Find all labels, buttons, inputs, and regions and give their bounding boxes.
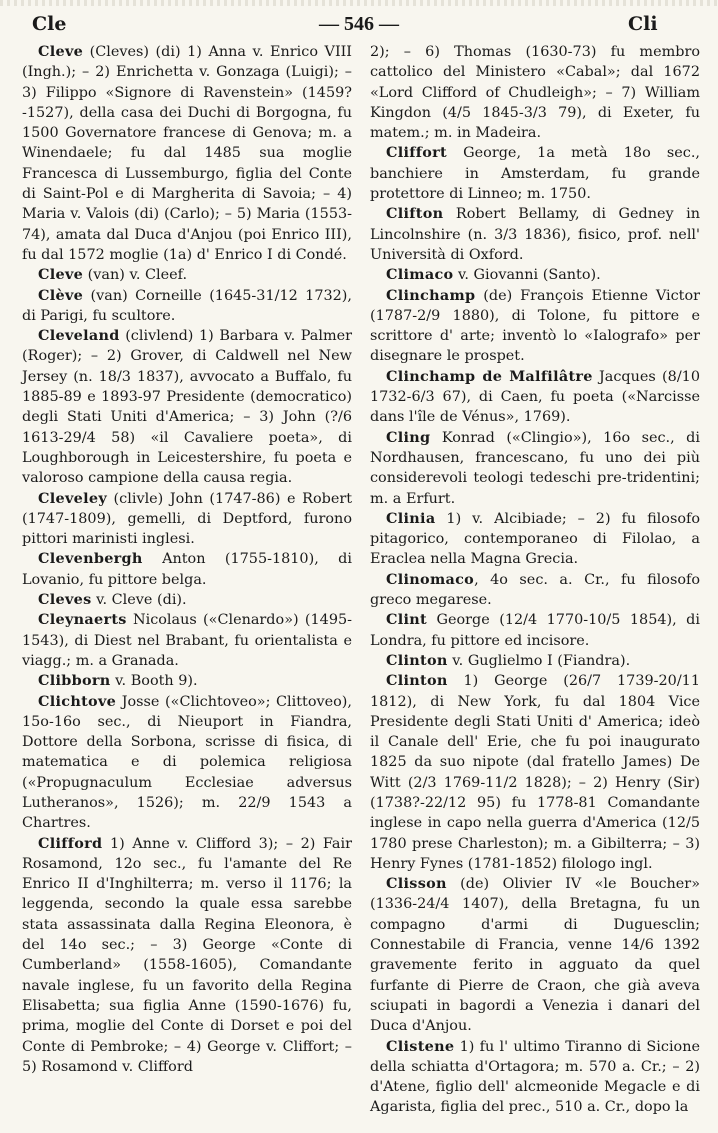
entry-text: Anton (1755-1810), di Lovanio, fu pittore belga.	[22, 551, 352, 588]
scan-noise-strip	[0, 0, 718, 6]
entry-headword: Clibborn	[38, 672, 111, 690]
entry-headword: Cleveland	[38, 327, 120, 345]
dictionary-entry	[22, 489, 352, 550]
entry-text: 1) George (26/7 1739-20/11 1812), di New York, fu dal 1804 Vice Presidente degli Stati Uniti d' America; ideò il Canale dell' Erie, che fu poi inaugurato 1825 da suo nipote (dal fratello James) De Witt (2/3 1769-11/2 1828); – 2) Henry (Sir) (1738?-22/12 95) fu 1778-81 Comandante inglese in capo nella guerra d'America (12/5 1780 prese Charleston); m. a Gibilterra; – 3) Henry Fynes (1781-1852) filologo ingl.	[370, 673, 700, 872]
dictionary-entry	[370, 286, 700, 367]
entry-text: (van) v. Cleef.	[83, 267, 188, 284]
entry-headword: Clinchamp	[386, 286, 476, 304]
entry-headword: Cleve	[38, 43, 84, 60]
entry-text: v. Guglielmo I (Fiandra).	[447, 652, 631, 669]
left-column	[22, 42, 352, 1077]
entry-headword: Clinia	[386, 509, 436, 527]
page-number: — 546 —	[319, 13, 399, 35]
dictionary-entry	[22, 590, 352, 610]
dictionary-entry	[370, 42, 700, 143]
dictionary-entry	[22, 834, 352, 1078]
entry-headword: Cleves	[38, 591, 92, 609]
dictionary-entry	[370, 204, 700, 265]
entry-headword: Cleve	[38, 266, 84, 284]
dictionary-entry	[370, 651, 700, 671]
dictionary-entry	[22, 265, 352, 285]
entry-headword: Clinomaco	[386, 570, 475, 588]
dictionary-entry	[370, 874, 700, 1036]
entry-text: (Cleves) (di) 1) Anna v. Enrico VIII (Ingh.); – 2) Enrichetta v. Gonzaga (Luigi); – 3) Filippo «Signore di Ravenstein» (1459?-1527), della casa dei Duchi di Borgogna, fu 1500 Governatore francese di Genova; m. a Winendaele; fu dal 1485 sua moglie Francesca di Lussemburgo, figlia del Conte di Saint-Pol e di Margherita di Savoia; – 4) Maria v. Valois (di) (Carlo); – 5) Maria (1553-74), amata dal Duca d'Anjou (poi Enrico III), fu dal 1572 moglie (1a) d' Enrico I di Condé.	[22, 44, 352, 263]
dictionary-entry	[22, 286, 352, 327]
header-right-guide-word: Cli	[628, 13, 658, 35]
entry-text: Robert Bellamy, di Gedney in Lincolnshire (n. 3/3 1836), fisico, prof. nell' Università di Oxford.	[370, 206, 700, 263]
entry-text: v. Cleve (di).	[91, 592, 187, 609]
dictionary-entry	[370, 610, 700, 651]
entry-text: Konrad («Clingio»), 16o sec., di Nordhausen, francescano, fu uno dei più considerevoli teologi tedeschi pre-tridentini; m. a Erfurt.	[370, 429, 700, 507]
entry-headword: Clistene	[386, 1037, 455, 1055]
dictionary-entry	[370, 265, 700, 285]
entry-headword: Clint	[386, 611, 427, 629]
entry-text: (de) François Etienne Victor (1787-2/9 1880), di Tolone, fu pittore e scrittore d' arte; inventò lo «Ialografo» per disegnare le prospet.	[370, 287, 700, 365]
entry-headword: Clinton	[386, 672, 448, 690]
entry-text: v. Booth 9).	[110, 673, 198, 690]
entry-headword: Cling	[386, 428, 431, 446]
entry-headword: Cleynaerts	[38, 611, 127, 629]
dictionary-entry	[370, 367, 700, 428]
entry-text: Nicolaus («Clenardo») (1495-1543), di Diest nel Brabant, fu orientalista e viagg.; m. a Granada.	[22, 612, 352, 669]
dictionary-entry	[370, 1037, 700, 1118]
entry-text: 1) v. Alcibiade; – 2) fu filosofo pitagorico, contemporaneo di Filolao, a Eraclea nella Magna Grecia.	[370, 510, 700, 568]
entry-text: (van) Corneille (1645-31/12 1732), di Parigi, fu scultore.	[22, 287, 352, 324]
entry-text: George, 1a metà 18o sec., banchiere in Amsterdam, fu grande protettore di Linneo; m. 1750.	[370, 145, 700, 203]
entry-headword: Clève	[38, 286, 84, 304]
dictionary-entry	[22, 549, 352, 590]
entry-text: 1) Anne v. Clifford 3); – 2) Fair Rosamond, 12o sec., fu l'amante del Re Enrico II d'Inghilterra; m. verso il 1176; la leggenda, secondo la quale essa sarebbe stata assassinata dalla Regina Eleonora, è del 14o sec.; – 3) George «Conte di Cumberland» (1558-1605), Comandante navale inglese, fu un favorito della Regina Elisabetta; sua figlia Anne (1590-1676) fu, prima, moglie del Conte di Dorset e poi del Conte di Pembroke; – 4) George v. Cliffort; – 5) Rosamond v. Clifford	[22, 835, 352, 1075]
dictionary-entry	[22, 692, 352, 834]
entry-headword: Clichtove	[38, 692, 117, 710]
entry-text: (de) Olivier IV «le Boucher» (1336-24/4 1407), della Bretagna, fu un compagno d'armi di Duguesclin; Connestabile di Francia, venne 14/6 1392 gravemente ferito in agguato da quel furfante di Pierre de Craon, che già aveva sciupati in bagordi a Venezia i danari del Duca d'Anjou.	[370, 876, 700, 1035]
dictionary-entry	[370, 509, 700, 570]
dictionary-entry	[370, 570, 700, 611]
entry-headword: Clinton	[386, 651, 448, 669]
entry-text: , 4o sec. a. Cr., fu filosofo greco megarese.	[370, 571, 700, 609]
entry-text: 1) fu l' ultimo Tiranno di Sicione della schiatta d'Ortagora; m. 570 a. Cr.; – 2) d'Atene, figlio dell' alcmeonide Megacle e di Agarista, figlia del prec., 510 a. Cr., dopo la	[370, 1038, 700, 1116]
dictionary-entry	[22, 326, 352, 488]
dictionary-entry	[370, 671, 700, 874]
dictionary-entry	[22, 671, 352, 691]
running-header	[0, 10, 718, 38]
right-column	[370, 42, 700, 1118]
dictionary-entry	[370, 428, 700, 509]
header-left-guide-word: Cle	[32, 13, 67, 35]
entry-headword: Climaco	[386, 266, 454, 284]
entry-text: (clivlend) 1) Barbara v. Palmer (Roger); – 2) Grover, di Caldwell nel New Jersey (n. 18/3 1837), avvocato a Buffalo, fu 1885-89 e 1893-97 Presidente (democratico) degli Stati Uniti d'America; – 3) John (?/6 1613-29/4 58) «il Cavaliere poeta», di Loughborough in Leicestershire, fu poeta e valoroso campione della causa regia.	[22, 328, 352, 487]
entry-text: v. Giovanni (Santo).	[453, 267, 601, 284]
entry-headword: Cliffort	[386, 144, 447, 162]
dictionary-entry	[22, 42, 352, 265]
entry-headword: Clinchamp de Malfilâtre	[386, 367, 593, 385]
entry-headword: Clifton	[386, 205, 444, 223]
entry-text: Jacques (8/10 1732-6/3 67), di Caen, fu poeta («Narcisse dans l'île de Vénus», 1769).	[370, 368, 700, 426]
entry-headword: Cleveley	[38, 489, 107, 507]
entry-headword: Clevenbergh	[38, 550, 143, 568]
entry-text: (clivle) John (1747-86) e Robert (1747-1809), gemelli, di Deptford, furono pittori marinisti inglesi.	[22, 490, 352, 548]
dictionary-entry	[22, 610, 352, 671]
dictionary-entry	[370, 143, 700, 204]
entry-text: Josse («Clichtoveo»; Clittoveo), 15o-16o sec., di Nieuport in Fiandra, Dottore della Sorbona, scrisse di fisica, di matematica e di polemica religiosa («Propugnaculum Ecclesiae adversus Lutheranos», 1526); m. 22/9 1543 a Chartres.	[22, 693, 352, 832]
entry-text: George (12/4 1770-10/5 1854), di Londra, fu pittore ed incisore.	[370, 612, 700, 649]
entry-headword: Clisson	[386, 875, 447, 893]
entry-text: 2); – 6) Thomas (1630-73) fu membro cattolico del Ministero «Cabal»; dal 1672 «Lord Clifford of Chudleigh»; – 7) William Kingdon (4/5 1845-3/3 79), di Exeter, fu matem.; m. in Madeira.	[370, 44, 700, 142]
entry-headword: Clifford	[38, 834, 103, 852]
